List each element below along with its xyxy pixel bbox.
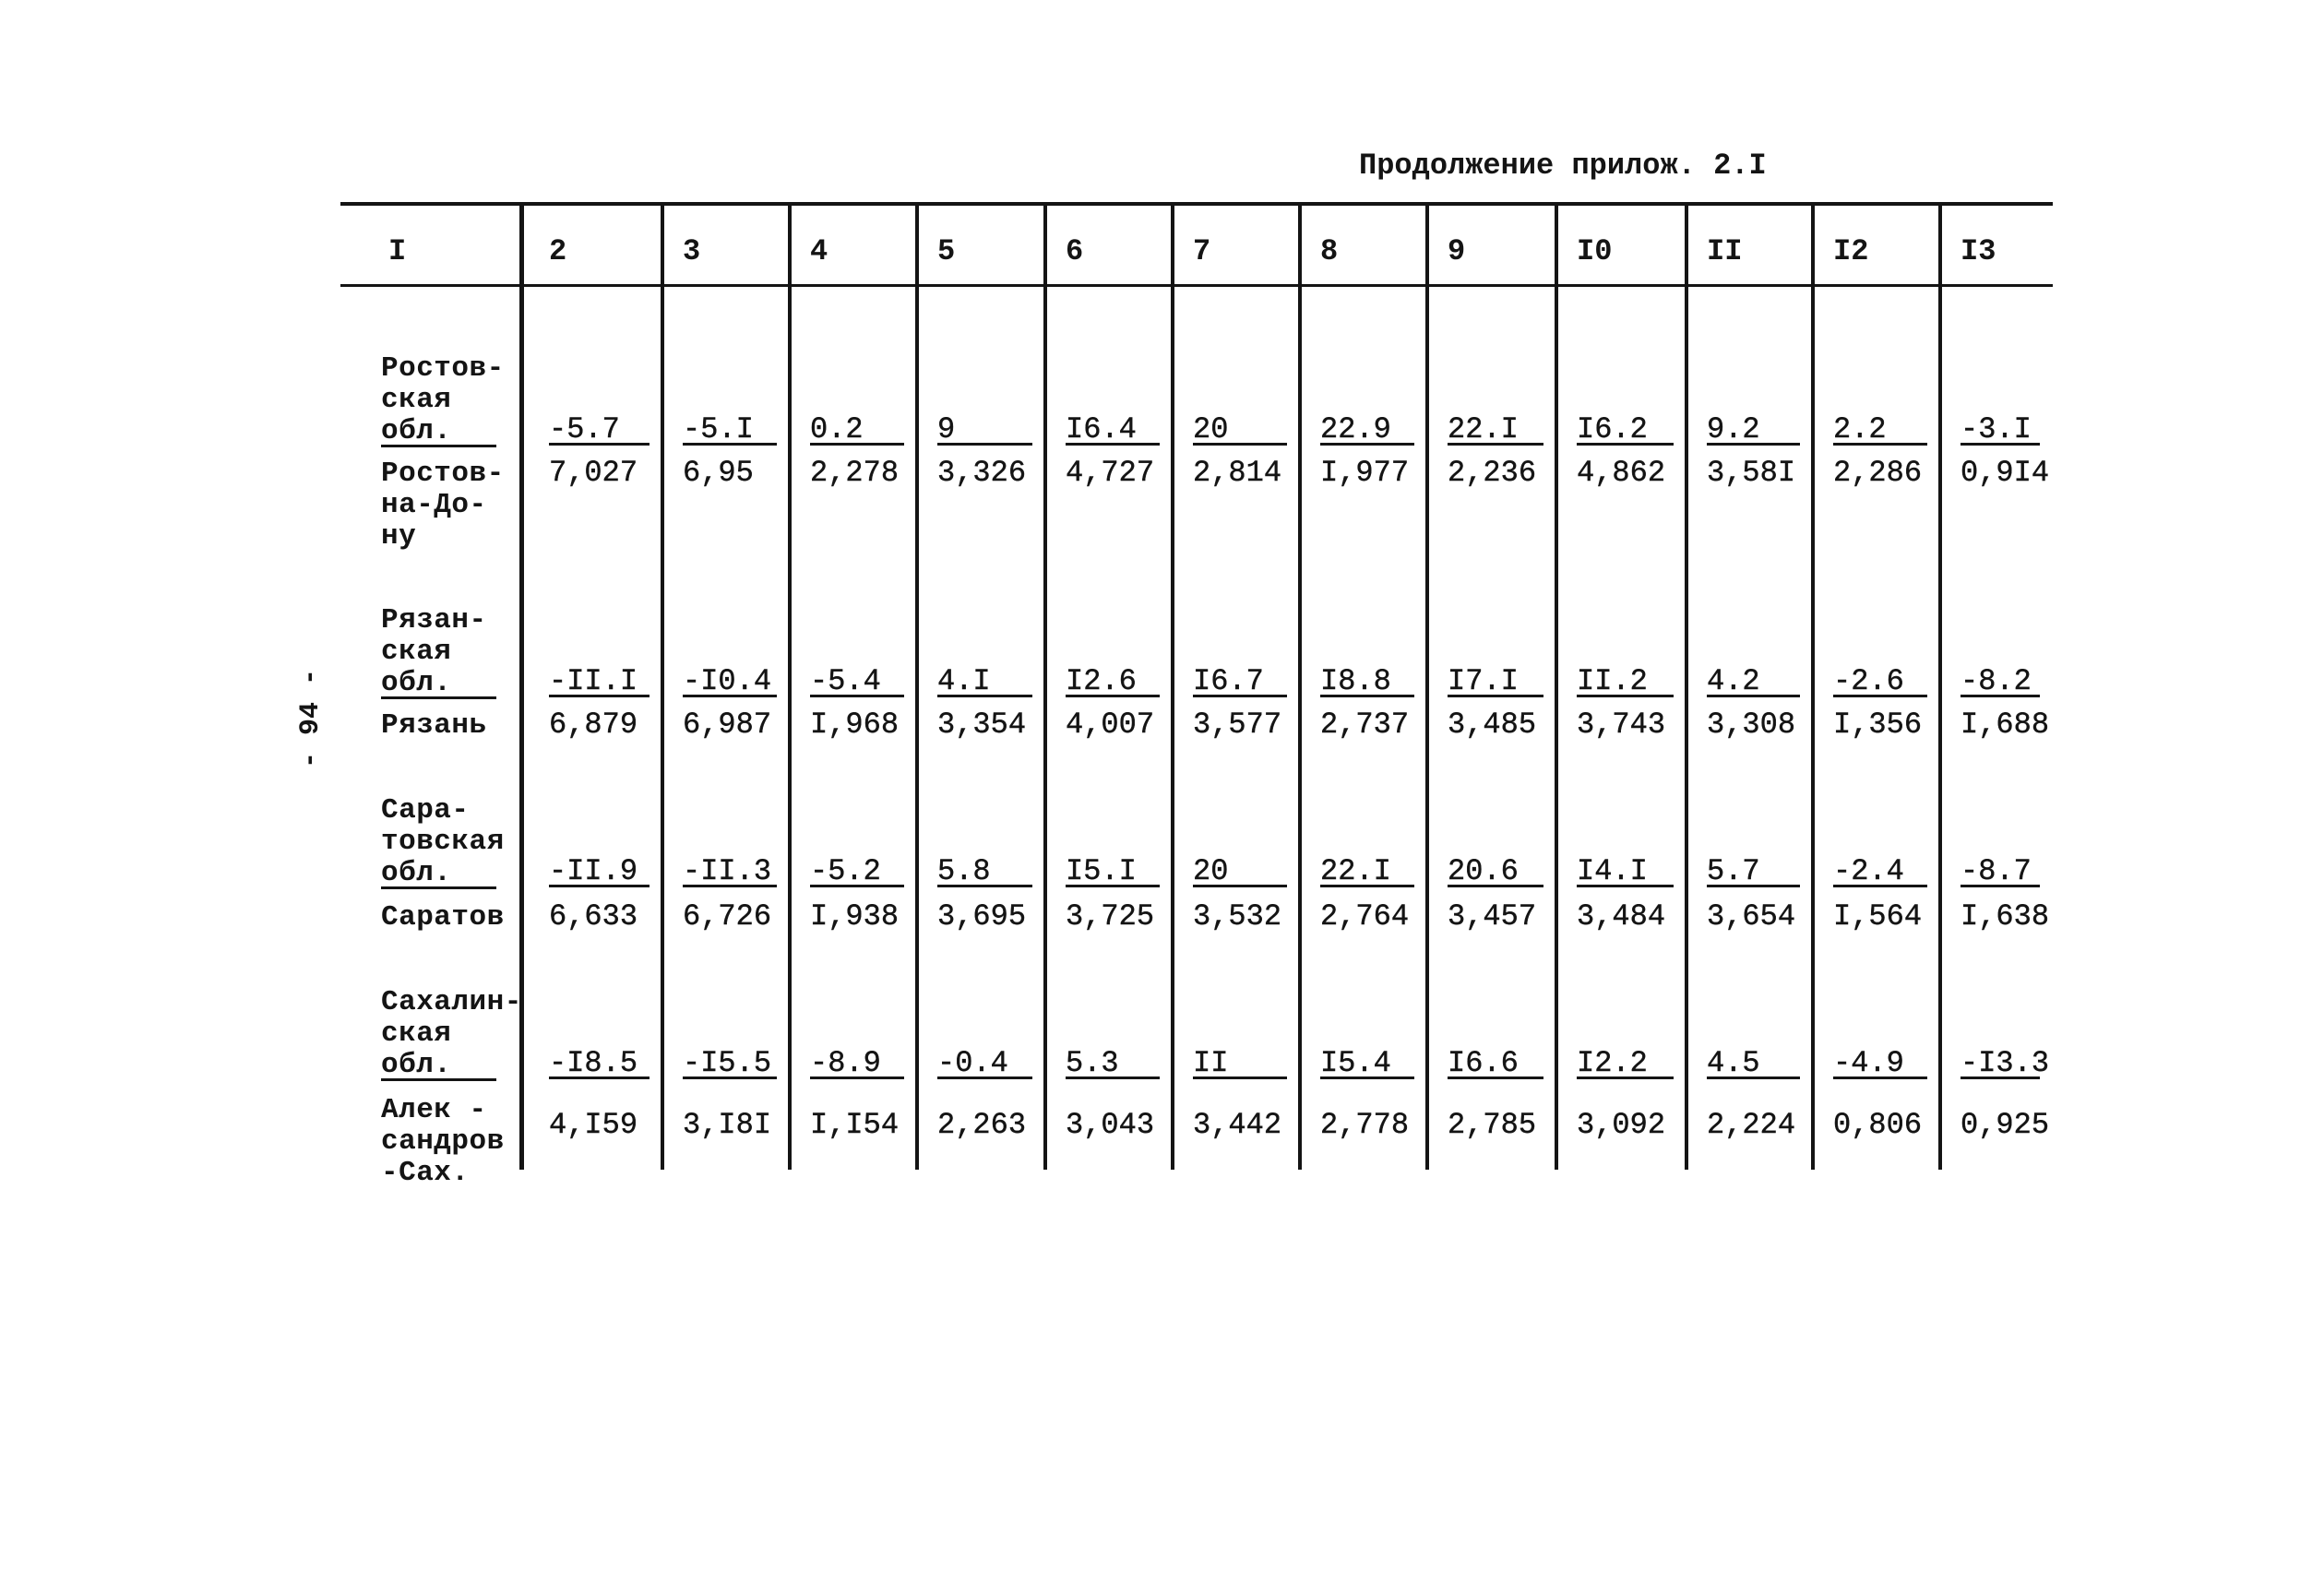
- cell-upper-value: I8.8: [1320, 668, 1414, 697]
- column-divider: [915, 202, 919, 1170]
- cell-r1-c12-lower: 2,286: [1833, 456, 1923, 490]
- cell-r4-c2-upper: [549, 1048, 650, 1079]
- cell-upper-value: -I5.5: [683, 1050, 777, 1079]
- row-2-region-label: Рязан-: [381, 604, 487, 636]
- cell-r4-c6-upper: [1066, 1048, 1160, 1079]
- cell-r1-c4-lower: 2,278: [810, 456, 900, 490]
- row-1-region-label: ская: [381, 384, 452, 416]
- column-divider: [661, 202, 664, 1170]
- cell-r2-c13-upper: [1961, 666, 2040, 697]
- cell-upper-value: 20: [1193, 858, 1287, 887]
- cell-r4-c5-lower: 2,263: [937, 1108, 1027, 1142]
- cell-r2-c10-upper: [1577, 666, 1674, 697]
- cell-r2-c5-upper: [937, 666, 1032, 697]
- column-divider: [1043, 202, 1047, 1170]
- cell-r4-c6-lower: 3,043: [1066, 1108, 1155, 1142]
- cell-upper-value: I6.6: [1448, 1050, 1543, 1079]
- cell-r2-c7-lower: 3,577: [1193, 708, 1282, 742]
- cell-r1-c2-lower: 7,027: [549, 456, 638, 490]
- header-bottom-rule: [340, 284, 2053, 287]
- cell-r4-c9-upper: [1448, 1048, 1543, 1079]
- cell-r3-c2-lower: 6,633: [549, 899, 638, 934]
- cell-r1-c6-upper: [1066, 414, 1160, 446]
- column-header-11: II: [1707, 234, 1743, 268]
- row-4-region-label: Сахалин-: [381, 986, 522, 1018]
- column-divider: [519, 202, 524, 1170]
- column-header-6: 6: [1066, 234, 1084, 268]
- cell-upper-value: 4.2: [1707, 668, 1800, 697]
- cell-r1-c5-upper: [937, 414, 1032, 446]
- cell-r3-c13-upper: [1961, 856, 2040, 887]
- cell-upper-value: -8.2: [1961, 668, 2040, 697]
- cell-upper-value: 9: [937, 416, 1032, 446]
- cell-r1-c9-upper: [1448, 414, 1543, 446]
- cell-r4-c7-upper: [1193, 1048, 1287, 1079]
- cell-upper-value: 20: [1193, 416, 1287, 446]
- cell-upper-value: -II.9: [549, 858, 650, 887]
- row-1-city-label: на-До-: [381, 489, 487, 521]
- column-header-7: 7: [1193, 234, 1211, 268]
- column-header-10: I0: [1577, 234, 1613, 268]
- cell-r2-c9-upper: [1448, 666, 1543, 697]
- cell-r4-c13-upper: [1961, 1046, 2050, 1080]
- cell-upper-value: I6.2: [1577, 416, 1674, 446]
- cell-r2-c2-lower: 6,879: [549, 708, 638, 742]
- row-1-region-underlined: обл.: [381, 418, 496, 447]
- cell-upper-value: 9.2: [1707, 416, 1800, 446]
- row-2-region-label: [381, 668, 496, 699]
- cell-upper-value: 2.2: [1833, 416, 1927, 446]
- cell-r1-c2-upper: [549, 414, 650, 446]
- cell-upper-value: 5.8: [937, 858, 1032, 887]
- cell-r2-c3-lower: 6,987: [683, 708, 772, 742]
- cell-r1-c6-lower: 4,727: [1066, 456, 1155, 490]
- cell-r4-c13-lower: 0,925: [1961, 1108, 2050, 1142]
- cell-r3-c11-lower: 3,654: [1707, 899, 1796, 934]
- column-divider: [1171, 202, 1174, 1170]
- row-3-region-label: Сара-: [381, 794, 470, 827]
- cell-r2-c3-upper: [683, 666, 777, 697]
- cell-r1-c13-lower: 0,9I4: [1961, 456, 2050, 490]
- row-4-region-label: [381, 1050, 496, 1081]
- cell-upper-value: 5.7: [1707, 858, 1800, 887]
- cell-r2-c12-lower: I,356: [1833, 708, 1923, 742]
- cell-upper-value: -5.7: [549, 416, 650, 446]
- cell-r1-c3-lower: 6,95: [683, 456, 754, 490]
- cell-r3-c3-upper: [683, 856, 777, 887]
- column-divider: [788, 202, 792, 1170]
- cell-r4-c4-lower: I,I54: [810, 1108, 900, 1142]
- cell-r1-c13-upper: [1961, 414, 2040, 446]
- column-header-9: 9: [1448, 234, 1466, 268]
- cell-upper-value: -I8.5: [549, 1050, 650, 1079]
- cell-upper-value: -4.9: [1833, 1050, 1927, 1079]
- cell-r2-c7-upper: [1193, 666, 1287, 697]
- cell-upper-value: 22.I: [1448, 416, 1543, 446]
- row-2-region-label: ская: [381, 636, 452, 668]
- cell-r2-c10-lower: 3,743: [1577, 708, 1666, 742]
- cell-r4-c3-lower: 3,I8I: [683, 1108, 772, 1142]
- cell-r1-c8-upper: [1320, 414, 1414, 446]
- cell-r3-c5-upper: [937, 856, 1032, 887]
- continuation-note: Продолжение прилож. 2.I: [1359, 149, 1767, 183]
- cell-r3-c12-upper: [1833, 856, 1927, 887]
- cell-upper-value: II: [1193, 1050, 1287, 1079]
- column-header-12: I2: [1833, 234, 1869, 268]
- cell-upper-value: -0.4: [937, 1050, 1032, 1079]
- cell-r1-c12-upper: [1833, 414, 1927, 446]
- cell-r4-c12-lower: 0,806: [1833, 1108, 1923, 1142]
- cell-r2-c9-lower: 3,485: [1448, 708, 1537, 742]
- cell-upper-value: I6.7: [1193, 668, 1287, 697]
- cell-upper-value: -I0.4: [683, 668, 777, 697]
- column-header-8: 8: [1320, 234, 1339, 268]
- column-divider: [1425, 202, 1429, 1170]
- cell-r3-c7-lower: 3,532: [1193, 899, 1282, 934]
- cell-r4-c11-lower: 2,224: [1707, 1108, 1796, 1142]
- cell-r4-c9-lower: 2,785: [1448, 1108, 1537, 1142]
- cell-r4-c10-lower: 3,092: [1577, 1108, 1666, 1142]
- column-divider: [1938, 202, 1942, 1170]
- table-top-rule: [340, 202, 2053, 206]
- cell-upper-value: I5.4: [1320, 1050, 1414, 1079]
- cell-r3-c2-upper: [549, 856, 650, 887]
- row-2-city-label: Рязань: [381, 709, 487, 742]
- cell-r1-c9-lower: 2,236: [1448, 456, 1537, 490]
- cell-upper-value: -5.2: [810, 858, 904, 887]
- cell-upper-value: -II.I: [549, 668, 650, 697]
- cell-r2-c6-upper: [1066, 666, 1160, 697]
- cell-r3-c4-lower: I,938: [810, 899, 900, 934]
- row-3-region-label: [381, 858, 496, 889]
- cell-r3-c8-upper: [1320, 856, 1414, 887]
- column-divider: [1298, 202, 1302, 1170]
- cell-r1-c11-lower: 3,58I: [1707, 456, 1796, 490]
- cell-upper-value: 5.3: [1066, 1050, 1160, 1079]
- cell-r4-c7-lower: 3,442: [1193, 1108, 1282, 1142]
- cell-upper-value: I4.I: [1577, 858, 1674, 887]
- cell-upper-value: 0.2: [810, 416, 904, 446]
- cell-upper-value: II.2: [1577, 668, 1674, 697]
- cell-r3-c7-upper: [1193, 856, 1287, 887]
- cell-upper-value: -8.9: [810, 1050, 904, 1079]
- cell-r2-c2-upper: [549, 666, 650, 697]
- cell-r2-c11-upper: [1707, 666, 1800, 697]
- cell-r3-c3-lower: 6,726: [683, 899, 772, 934]
- cell-r3-c10-upper: [1577, 856, 1674, 887]
- cell-r1-c7-lower: 2,814: [1193, 456, 1282, 490]
- cell-upper-value: -I3.3: [1961, 1046, 2050, 1080]
- cell-r3-c8-lower: 2,764: [1320, 899, 1410, 934]
- row-3-region-underlined: обл.: [381, 860, 496, 889]
- cell-upper-value: I7.I: [1448, 668, 1543, 697]
- cell-r3-c12-lower: I,564: [1833, 899, 1923, 934]
- cell-r2-c12-upper: [1833, 666, 1927, 697]
- row-1-city-label: Ростов-: [381, 458, 505, 490]
- cell-r2-c4-lower: I,968: [810, 708, 900, 742]
- cell-r3-c9-lower: 3,457: [1448, 899, 1537, 934]
- cell-upper-value: 4.I: [937, 668, 1032, 697]
- column-divider: [1685, 202, 1688, 1170]
- cell-upper-value: I6.4: [1066, 416, 1160, 446]
- cell-upper-value: -5.I: [683, 416, 777, 446]
- column-divider: [1555, 202, 1558, 1170]
- cell-upper-value: -2.6: [1833, 668, 1927, 697]
- cell-r3-c9-upper: [1448, 856, 1543, 887]
- cell-upper-value: -5.4: [810, 668, 904, 697]
- cell-r1-c8-lower: I,977: [1320, 456, 1410, 490]
- cell-r1-c5-lower: 3,326: [937, 456, 1027, 490]
- cell-upper-value: I2.6: [1066, 668, 1160, 697]
- row-1-region-label: [381, 416, 496, 447]
- cell-upper-value: 20.6: [1448, 858, 1543, 887]
- row-4-region-label: ская: [381, 1017, 452, 1050]
- column-header-4: 4: [810, 234, 828, 268]
- cell-r1-c10-upper: [1577, 414, 1674, 446]
- cell-upper-value: 22.I: [1320, 858, 1414, 887]
- cell-r3-c13-lower: I,638: [1961, 899, 2050, 934]
- cell-r2-c5-lower: 3,354: [937, 708, 1027, 742]
- cell-upper-value: -8.7: [1961, 858, 2040, 887]
- cell-r4-c12-upper: [1833, 1048, 1927, 1079]
- cell-r2-c13-lower: I,688: [1961, 708, 2050, 742]
- cell-r4-c8-upper: [1320, 1048, 1414, 1079]
- row-1-city-label: ну: [381, 520, 417, 553]
- cell-upper-value: -2.4: [1833, 858, 1927, 887]
- row-2-region-underlined: обл.: [381, 670, 496, 699]
- cell-r2-c8-upper: [1320, 666, 1414, 697]
- cell-r3-c4-upper: [810, 856, 904, 887]
- column-header-3: 3: [683, 234, 701, 268]
- cell-r3-c6-lower: 3,725: [1066, 899, 1155, 934]
- cell-r3-c5-lower: 3,695: [937, 899, 1027, 934]
- cell-upper-value: 4.5: [1707, 1050, 1800, 1079]
- row-4-city-label: Алек -: [381, 1094, 487, 1126]
- cell-r2-c6-lower: 4,007: [1066, 708, 1155, 742]
- cell-r2-c11-lower: 3,308: [1707, 708, 1796, 742]
- cell-r1-c4-upper: [810, 414, 904, 446]
- cell-r4-c10-upper: [1577, 1048, 1674, 1079]
- cell-r1-c11-upper: [1707, 414, 1800, 446]
- cell-r1-c3-upper: [683, 414, 777, 446]
- cell-r2-c4-upper: [810, 666, 904, 697]
- column-divider: [1811, 202, 1815, 1170]
- row-4-city-label: -Сах.: [381, 1157, 470, 1189]
- cell-upper-value: -3.I: [1961, 416, 2040, 446]
- cell-r3-c11-upper: [1707, 856, 1800, 887]
- cell-r1-c10-lower: 4,862: [1577, 456, 1666, 490]
- page-number: - 94 -: [295, 668, 327, 768]
- cell-r4-c11-upper: [1707, 1048, 1800, 1079]
- row-4-city-label: сандров: [381, 1125, 505, 1158]
- cell-upper-value: I2.2: [1577, 1050, 1674, 1079]
- cell-r4-c5-upper: [937, 1048, 1032, 1079]
- row-3-city-label: Саратов: [381, 901, 505, 934]
- cell-r2-c8-lower: 2,737: [1320, 708, 1410, 742]
- row-1-region-label: Ростов-: [381, 352, 505, 385]
- cell-upper-value: 22.9: [1320, 416, 1414, 446]
- row-3-region-label: товская: [381, 826, 505, 858]
- column-header-13: I3: [1961, 234, 1996, 268]
- cell-r4-c3-upper: [683, 1048, 777, 1079]
- column-header-1: I: [388, 234, 407, 268]
- column-header-5: 5: [937, 234, 956, 268]
- cell-upper-value: I5.I: [1066, 858, 1160, 887]
- cell-r4-c4-upper: [810, 1048, 904, 1079]
- cell-upper-value: -II.3: [683, 858, 777, 887]
- cell-r4-c2-lower: 4,I59: [549, 1108, 638, 1142]
- cell-r3-c6-upper: [1066, 856, 1160, 887]
- row-4-region-underlined: обл.: [381, 1052, 496, 1081]
- cell-r4-c8-lower: 2,778: [1320, 1108, 1410, 1142]
- cell-r1-c7-upper: [1193, 414, 1287, 446]
- column-header-2: 2: [549, 234, 567, 268]
- cell-r3-c10-lower: 3,484: [1577, 899, 1666, 934]
